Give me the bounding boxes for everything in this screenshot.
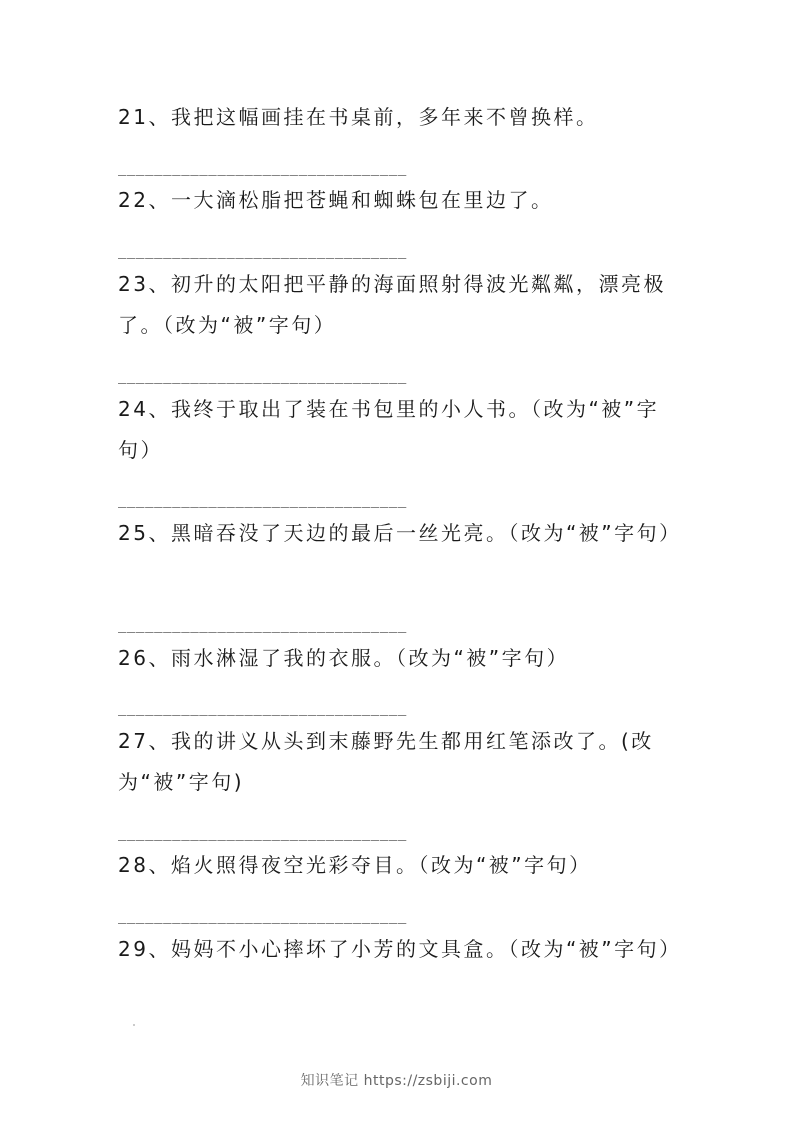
answer-line-26: ________________________________	[118, 700, 407, 716]
question-27: 27、我的讲义从头到末藤野先生都用红笔添改了。(改为“被”字句)	[118, 729, 654, 794]
question-28: 28、焰火照得夜空光彩夺目。（改为“被”字句）	[118, 853, 592, 877]
answer-line-21: ________________________________	[118, 160, 407, 176]
stray-dot	[133, 1024, 135, 1026]
answer-line-24: ________________________________	[118, 492, 407, 508]
answer-line-27: ________________________________	[118, 825, 407, 841]
answer-line-25: ________________________________	[118, 617, 407, 633]
answer-line-28: ________________________________	[118, 908, 407, 924]
answer-line-22: ________________________________	[118, 243, 407, 259]
answer-line-23: ________________________________	[118, 368, 407, 384]
question-23: 23、初升的太阳把平静的海面照射得波光粼粼，漂亮极了。（改为“被”字句）	[118, 272, 666, 337]
question-29: 29、妈妈不小心摔坏了小芳的文具盒。（改为“被”字句）	[118, 937, 682, 961]
question-22: 22、一大滴松脂把苍蝇和蜘蛛包在里边了。	[118, 188, 554, 212]
question-26: 26、雨水淋湿了我的衣服。（改为“被”字句）	[118, 646, 570, 670]
question-25: 25、黑暗吞没了天边的最后一丝光亮。（改为“被”字句）	[118, 521, 682, 545]
footer-watermark: 知识笔记 https://zsbiji.com	[300, 1073, 493, 1089]
question-24: 24、我终于取出了装在书包里的小人书。（改为“被”字句）	[118, 397, 660, 462]
question-21: 21、我把这幅画挂在书桌前，多年来不曾换样。	[118, 105, 599, 129]
